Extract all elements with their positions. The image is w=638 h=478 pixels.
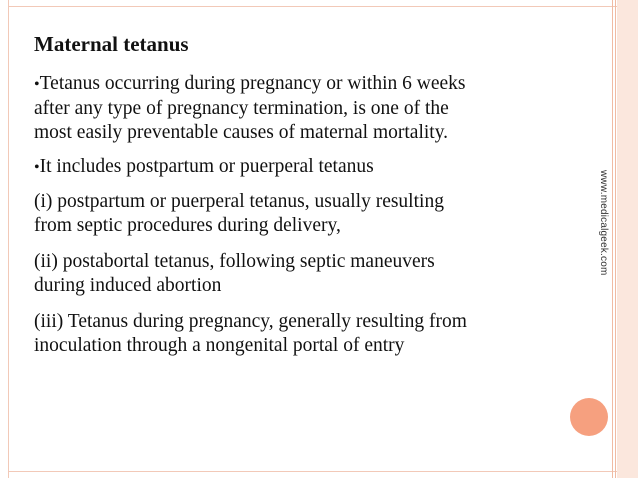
watermark-text: www.medicalgeek.com bbox=[598, 170, 609, 276]
list-item: (i) postpartum or puerperal tetanus, usually resulting from septic procedures during delivery, bbox=[34, 191, 444, 236]
slide-title: Maternal tetanus bbox=[34, 32, 189, 56]
list-item: (ii) postabortal tetanus, following septic maneuvers during induced abortion bbox=[34, 251, 435, 296]
frame-left-line bbox=[8, 0, 9, 478]
bullet-text: It includes postpartum or puerperal tetanus bbox=[39, 156, 374, 177]
bullet-text: Tetanus occurring during pregnancy or within 6 weeks after any type of pregnancy termination, is one of the most easily preventable causes of maternal mortality. bbox=[34, 73, 466, 143]
right-decorative-band bbox=[617, 0, 638, 478]
right-decorative-line bbox=[612, 0, 613, 478]
slide-content bbox=[34, 30, 590, 370]
frame-top-line bbox=[8, 6, 638, 7]
list-item: (iii) Tetanus during pregnancy, generally resulting from inoculation through a nongenital portal of entry bbox=[34, 311, 467, 356]
frame-bottom-line bbox=[8, 471, 638, 472]
orange-circle-decoration bbox=[570, 398, 608, 436]
bullet-paragraph bbox=[34, 155, 590, 180]
right-decorative-line bbox=[615, 0, 616, 478]
bullet-paragraph bbox=[34, 72, 590, 145]
